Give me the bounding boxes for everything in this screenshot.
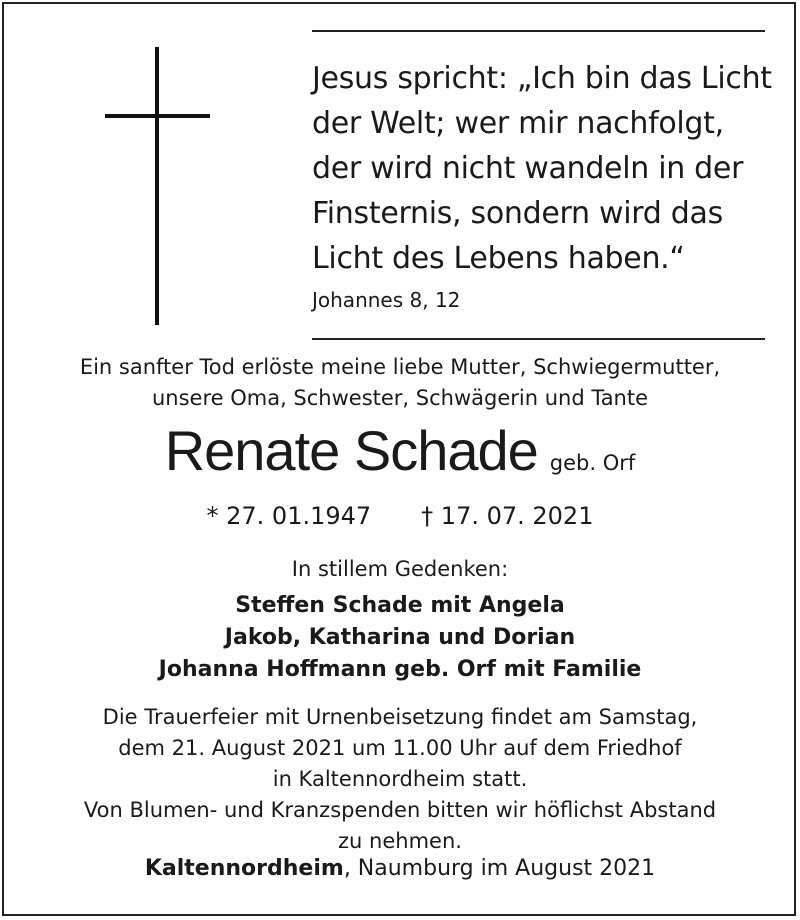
family-list (0, 590, 800, 686)
verse-line: der wird nicht wandeln in der (312, 151, 744, 186)
cross-icon-vertical (155, 47, 159, 325)
bible-verse (312, 56, 782, 281)
cross-icon-horizontal (105, 114, 210, 118)
family-line: Johanna Hoffmann geb. Orf mit Familie (158, 657, 642, 682)
funeral-line: dem 21. August 2021 um 11.00 Uhr auf dem Friedhof (118, 736, 682, 760)
verse-line: Licht des Lebens haben.“ (312, 241, 685, 276)
funeral-line: in Kaltennordheim statt. (272, 767, 528, 791)
funeral-line: Von Blumen- und Kranzspenden bitten wir höflichst Abstand (83, 798, 717, 822)
birth-date: * 27. 01.1947 (206, 502, 372, 530)
signoff-place: Kaltennordheim (144, 856, 344, 881)
funeral-line: zu nehmen. (338, 829, 462, 853)
verse-reference: Johannes 8, 12 (312, 288, 461, 312)
birth-name: geb. Orf (549, 451, 636, 475)
funeral-info (0, 702, 800, 857)
life-dates (0, 502, 800, 530)
verse-line: der Welt; wer mir nachfolgt, (312, 106, 724, 141)
memorial-heading: In stillem Gedenken: (291, 557, 509, 581)
bottom-divider (312, 338, 765, 340)
signoff (0, 856, 800, 881)
intro-line: Ein sanfter Tod erlöste meine liebe Mutter, Schwiegermutter, (79, 355, 721, 379)
verse-line: Finsternis, sondern wird das (312, 196, 723, 231)
funeral-line: Die Trauerfeier mit Urnenbeisetzung findet am Samstag, (102, 705, 698, 729)
deceased-name-line (0, 418, 800, 492)
death-date: † 17. 07. 2021 (421, 502, 594, 530)
top-divider (312, 30, 765, 32)
verse-line: Jesus spricht: „Ich bin das Licht (312, 61, 772, 96)
intro-text (0, 352, 800, 414)
signoff-rest: , Naumburg im August 2021 (343, 856, 656, 881)
family-line: Steffen Schade mit Angela (235, 593, 565, 618)
intro-line: unsere Oma, Schwester, Schwägerin und Tante (151, 386, 649, 410)
deceased-name: Renate Schade (164, 419, 538, 482)
family-line: Jakob, Katharina und Dorian (224, 625, 576, 650)
